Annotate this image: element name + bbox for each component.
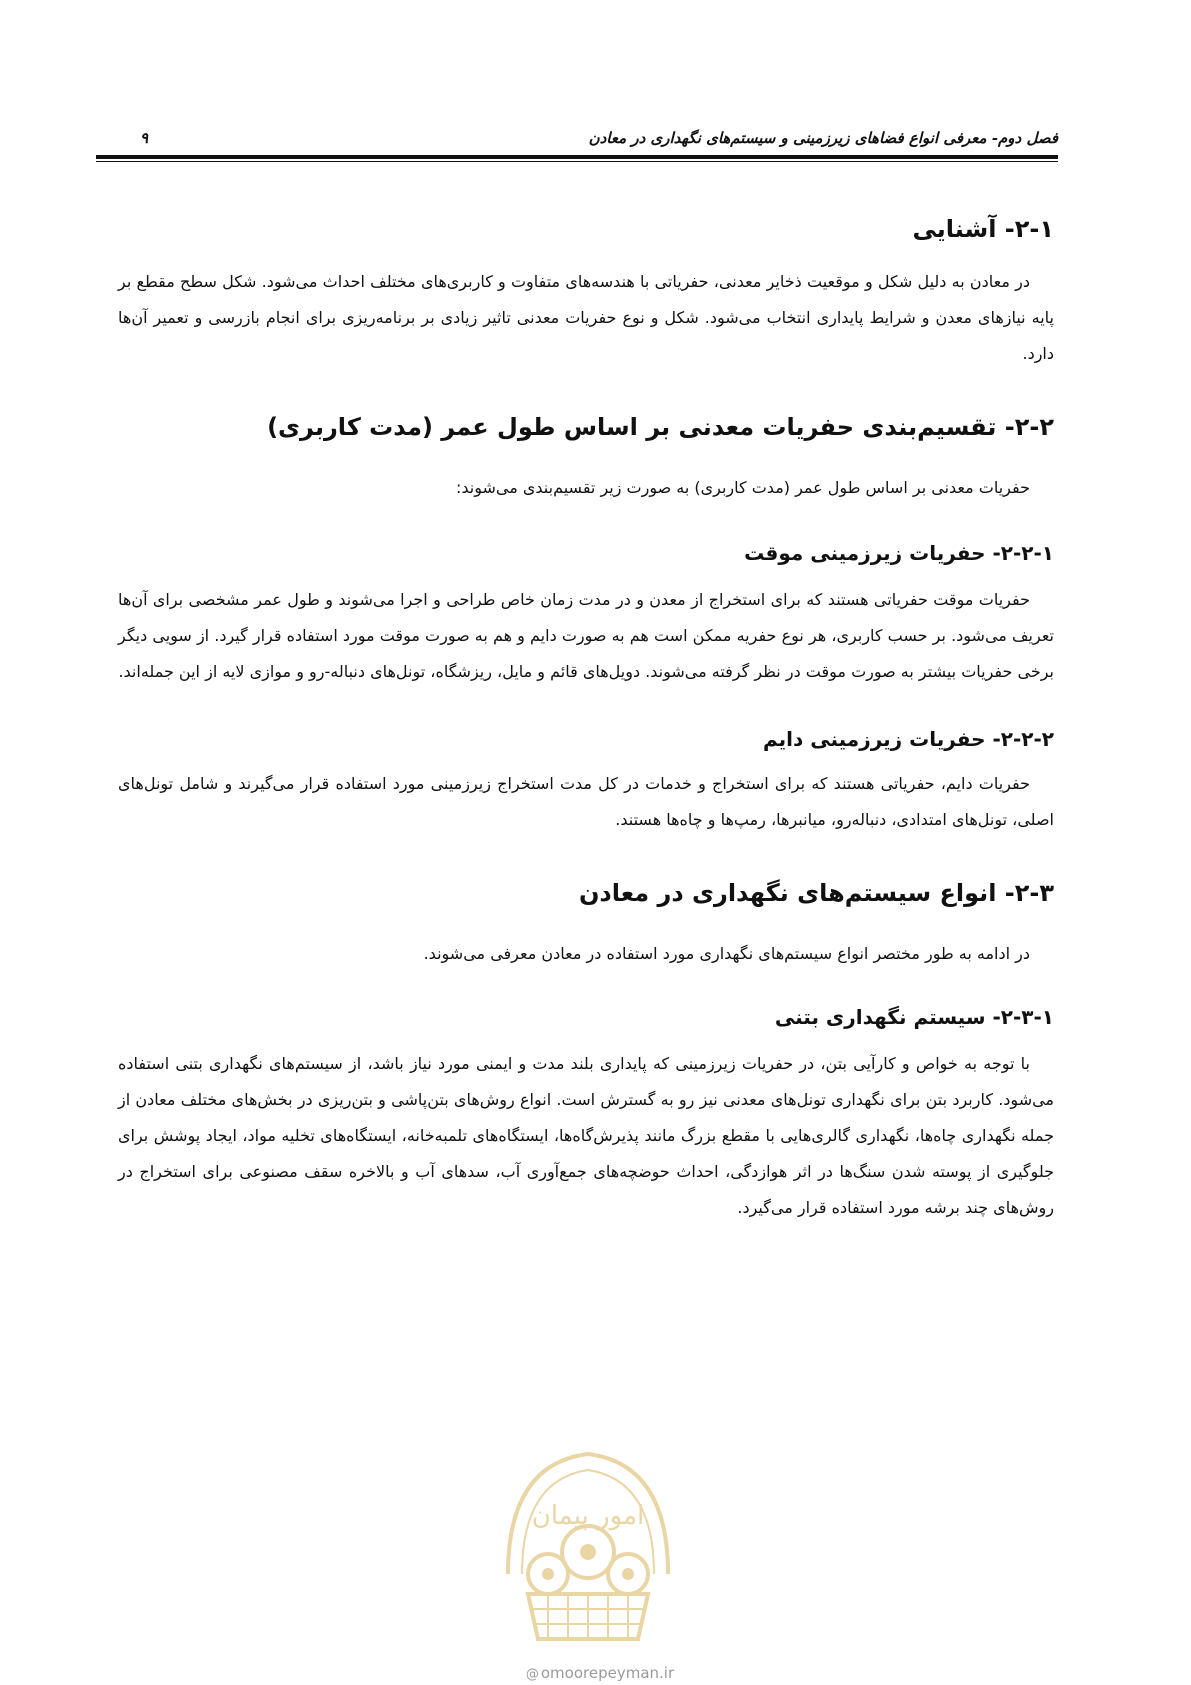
subsection-paragraph-permanent: حفریات دایم، حفریاتی هستند که برای استخراج و خدمات در کل مدت استخراج زیرزمینی مورد استفاده قرار می‌گیرند و شامل تونل‌های اصلی، تونل‌های امتدادی، دنباله‌رو، میانبرها، رمپ‌ها و چاه‌ها هستند. bbox=[118, 774, 1054, 829]
watermark-emblem bbox=[488, 1424, 688, 1654]
section-paragraph-introduction: در معادن به دلیل شکل و موقعیت ذخایر معدنی، حفریاتی با هندسه‌های متفاوت و کاربری‌های مختلف احداث می‌شود. شکل سطح مقطع بر پایه نیازهای معدن و شرایط پایداری انتخاب می‌شود. شکل و نوع حفریات معدنی تاثیر زیادی بر برنامه‌ریزی برای انجام بازرسی و تعمیر آن‌ها دارد. bbox=[118, 272, 1054, 363]
subsection-heading-temporary: ۲-۲-۱- حفریات زیرزمینی موقت bbox=[744, 541, 1054, 565]
header-rule-thin bbox=[96, 161, 1058, 162]
section-paragraph-support-systems: در ادامه به طور مختصر انواع سیستم‌های نگهداری مورد استفاده در معادن معرفی می‌شوند. bbox=[423, 944, 1030, 963]
watermark-emblem-text: امور پیمان bbox=[531, 1501, 645, 1531]
watermark-site bbox=[490, 1664, 710, 1682]
at-sign-icon: @ bbox=[525, 1667, 539, 1682]
page-number: ۹ bbox=[140, 129, 149, 147]
subsection-paragraph-concrete-support: با توجه به خواص و کارآیی بتن، در حفریات زیرزمینی که پایداری بلند مدت و ایمنی مورد نیاز باشد، از سیستم‌های نگهداری بتنی استفاده می‌شود. کاربرد بتن برای نگهداری تونل‌های معدنی نیز رو به گسترش است. انواع روش‌های بتن‌پاشی و بتن‌ریزی در بخش‌های مختلف معادن از جمله نگهداری چاه‌ها، نگهداری گالری‌هایی با مقطع بزرگ مانند پذیرش‌گاه‌ها، ایستگاه‌های تلمبه‌خانه، ایستگاه‌های تخلیه مواد، ایجاد پوشش برای جلوگیری از پوسته شدن سنگ‌ها در اثر هوازدگی، احداث حوضچه‌های جمع‌آوری آب، سدهای آب و بالاخره سقف مصنوعی برای استخراج در روش‌های چند برشه مورد استفاده قرار می‌گیرد. bbox=[118, 1054, 1054, 1217]
watermark-emblem-icon bbox=[488, 1424, 688, 1654]
section-heading-support-systems: ۲-۳- انواع سیستم‌های نگهداری در معادن bbox=[578, 879, 1054, 907]
subsection-heading-permanent: ۲-۲-۲- حفریات زیرزمینی دایم bbox=[762, 727, 1054, 751]
section-heading-introduction: ۲-۱- آشنایی bbox=[912, 215, 1054, 243]
running-header-title: فصل دوم- معرفی انواع فضاهای زیرزمینی و سیستم‌های نگهداری در معادن bbox=[588, 129, 1058, 147]
subsection-paragraph-temporary: حفریات موقت حفریاتی هستند که برای استخراج از معدن و در مدت زمان خاص طراحی و اجرا می‌شوند و طول عمر مشخصی برای آن‌ها تعریف می‌شود. بر حسب کاربری، هر نوع حفریه ممکن است هم به صورت دایم و هم به صورت موقت مورد استفاده قرار گیرد. از سویی دیگر برخی حفریات بیشتر به صورت موقت در نظر گرفته می‌شوند. دویل‌های قائم و مایل، ریزشگاه، تونل‌های دنباله-رو و موازی لایه از این جمله‌اند. bbox=[118, 590, 1054, 681]
watermark-site-text: omoorepeyman.ir bbox=[540, 1664, 675, 1682]
section-heading-classification: ۲-۲- تقسیم‌بندی حفریات معدنی بر اساس طول عمر (مدت کاربری) bbox=[267, 413, 1054, 441]
page-header bbox=[96, 128, 1058, 164]
page-body bbox=[118, 212, 1054, 1226]
subsection-heading-concrete-support: ۲-۳-۱- سیستم نگهداری بتنی bbox=[774, 1005, 1054, 1029]
header-rule-thick bbox=[96, 155, 1058, 159]
section-paragraph-classification: حفریات معدنی بر اساس طول عمر (مدت کاربری) به صورت زیر تقسیم‌بندی می‌شوند: bbox=[455, 478, 1030, 497]
